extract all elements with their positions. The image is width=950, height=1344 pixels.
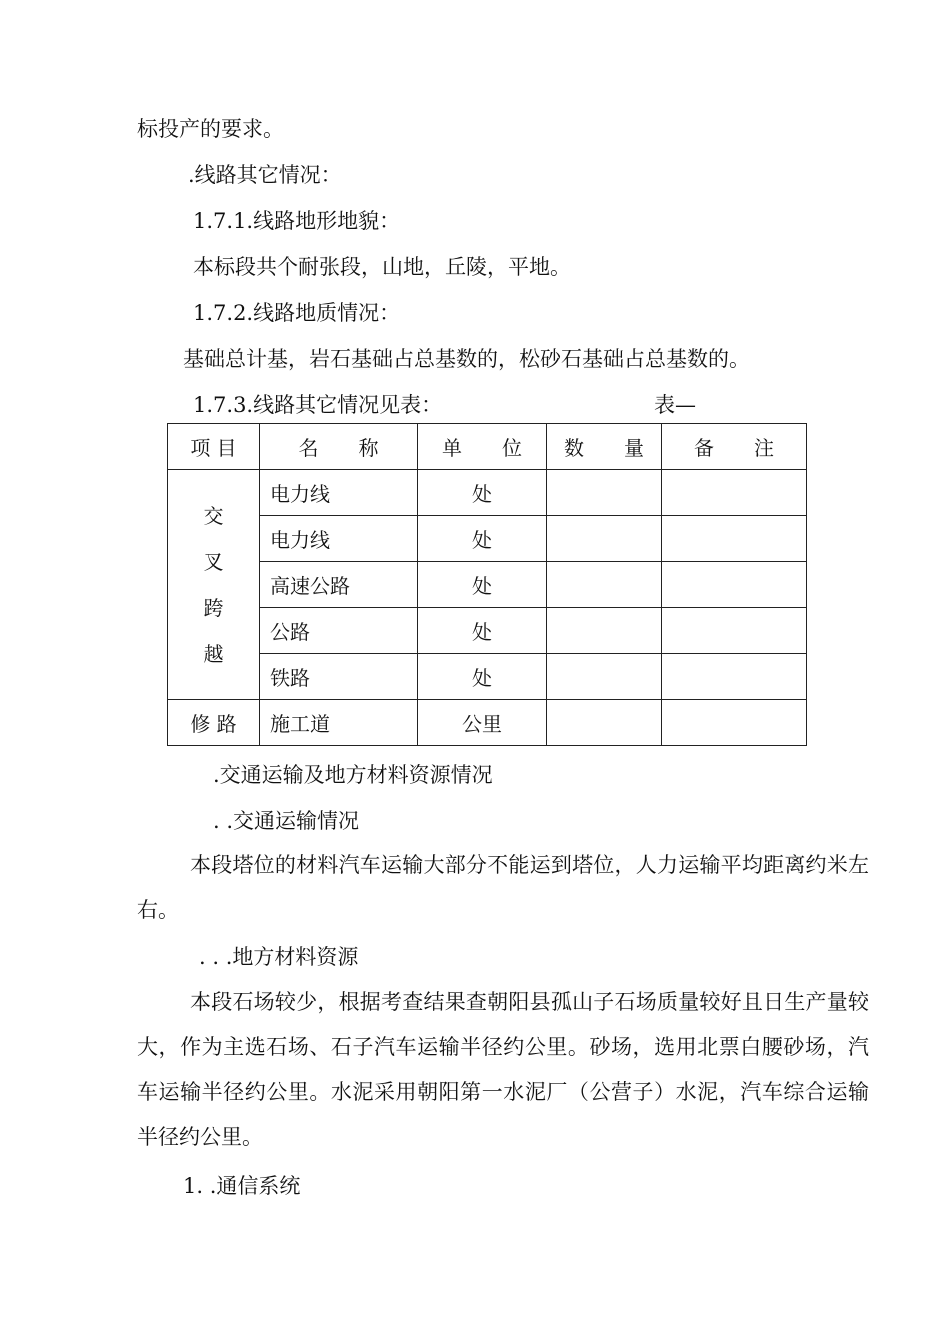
cell-unit: 处: [418, 608, 547, 654]
text-line: 标投产的要求。: [137, 117, 284, 141]
table-number: 表—: [654, 393, 696, 417]
cell-unit: 处: [418, 654, 547, 700]
text-line: 本标段共个耐张段，山地，丘陵，平地。: [193, 255, 571, 279]
section-heading: .线路其它情况：: [188, 163, 342, 187]
header-note: 备 注: [662, 424, 807, 470]
cell-note: [662, 654, 807, 700]
cell-name: 电力线: [260, 516, 418, 562]
section-heading: 1. .通信系统: [183, 1174, 301, 1198]
section-heading: 1.7.1.线路地形地貌：: [193, 209, 401, 233]
section-heading: .交通运输及地方材料资源情况: [213, 763, 493, 787]
cell-quantity: [547, 562, 662, 608]
cell-note: [662, 700, 807, 746]
table-row: [168, 700, 807, 746]
cell-quantity: [547, 470, 662, 516]
group-label-crossing: [168, 470, 260, 700]
paragraph: 本段石场较少，根据考查结果查朝阳县孤山子石场质量较好且日生产量较大，作为主选石场、石子汽车运输半径约公里。砂场，选用北票白腰砂场，汽车运输半径约公里。水泥采用朝阳第一水泥厂（公营子）水泥，汽车综合运输半径约公里。: [137, 990, 869, 1149]
cell-quantity: [547, 700, 662, 746]
cell-quantity: [547, 608, 662, 654]
cell-name: 施工道: [260, 700, 418, 746]
group-char: 叉: [203, 549, 224, 574]
cell-quantity: [547, 516, 662, 562]
table-row: [168, 562, 807, 608]
cell-name: 高速公路: [260, 562, 418, 608]
table-row: [168, 608, 807, 654]
header-unit: 单 位: [418, 424, 547, 470]
cell-name: 铁路: [260, 654, 418, 700]
table-header-row: [168, 424, 807, 470]
group-char: 跨: [203, 595, 224, 620]
cell-quantity: [547, 654, 662, 700]
cell-note: [662, 608, 807, 654]
header-quantity: 数 量: [547, 424, 662, 470]
section-heading: . .交通运输情况: [213, 809, 360, 833]
cell-note: [662, 562, 807, 608]
group-char: 越: [203, 641, 224, 666]
group-char: 交: [203, 503, 224, 528]
section-heading: 1.7.2.线路地质情况：: [193, 301, 401, 325]
header-item: 项 目: [168, 424, 260, 470]
table-row: [168, 654, 807, 700]
cell-name: 电力线: [260, 470, 418, 516]
section-heading: . . .地方材料资源: [199, 945, 359, 969]
table-row: [168, 470, 807, 516]
cell-note: [662, 470, 807, 516]
paragraph: 本段塔位的材料汽车运输大部分不能运到塔位，人力运输平均距离约米左右。: [137, 853, 869, 922]
cell-note: [662, 516, 807, 562]
cell-name: 公路: [260, 608, 418, 654]
cell-unit: 公里: [418, 700, 547, 746]
header-name: 名 称: [260, 424, 418, 470]
cell-unit: 处: [418, 516, 547, 562]
table-row: [168, 516, 807, 562]
group-label-road: 修 路: [168, 700, 260, 746]
text-line: 基础总计基，岩石基础占总基数的，松砂石基础占总基数的。: [183, 347, 750, 371]
section-heading: 1.7.3.线路其它情况见表：: [193, 393, 443, 417]
cell-unit: 处: [418, 562, 547, 608]
crossing-table: [167, 423, 807, 746]
cell-unit: 处: [418, 470, 547, 516]
